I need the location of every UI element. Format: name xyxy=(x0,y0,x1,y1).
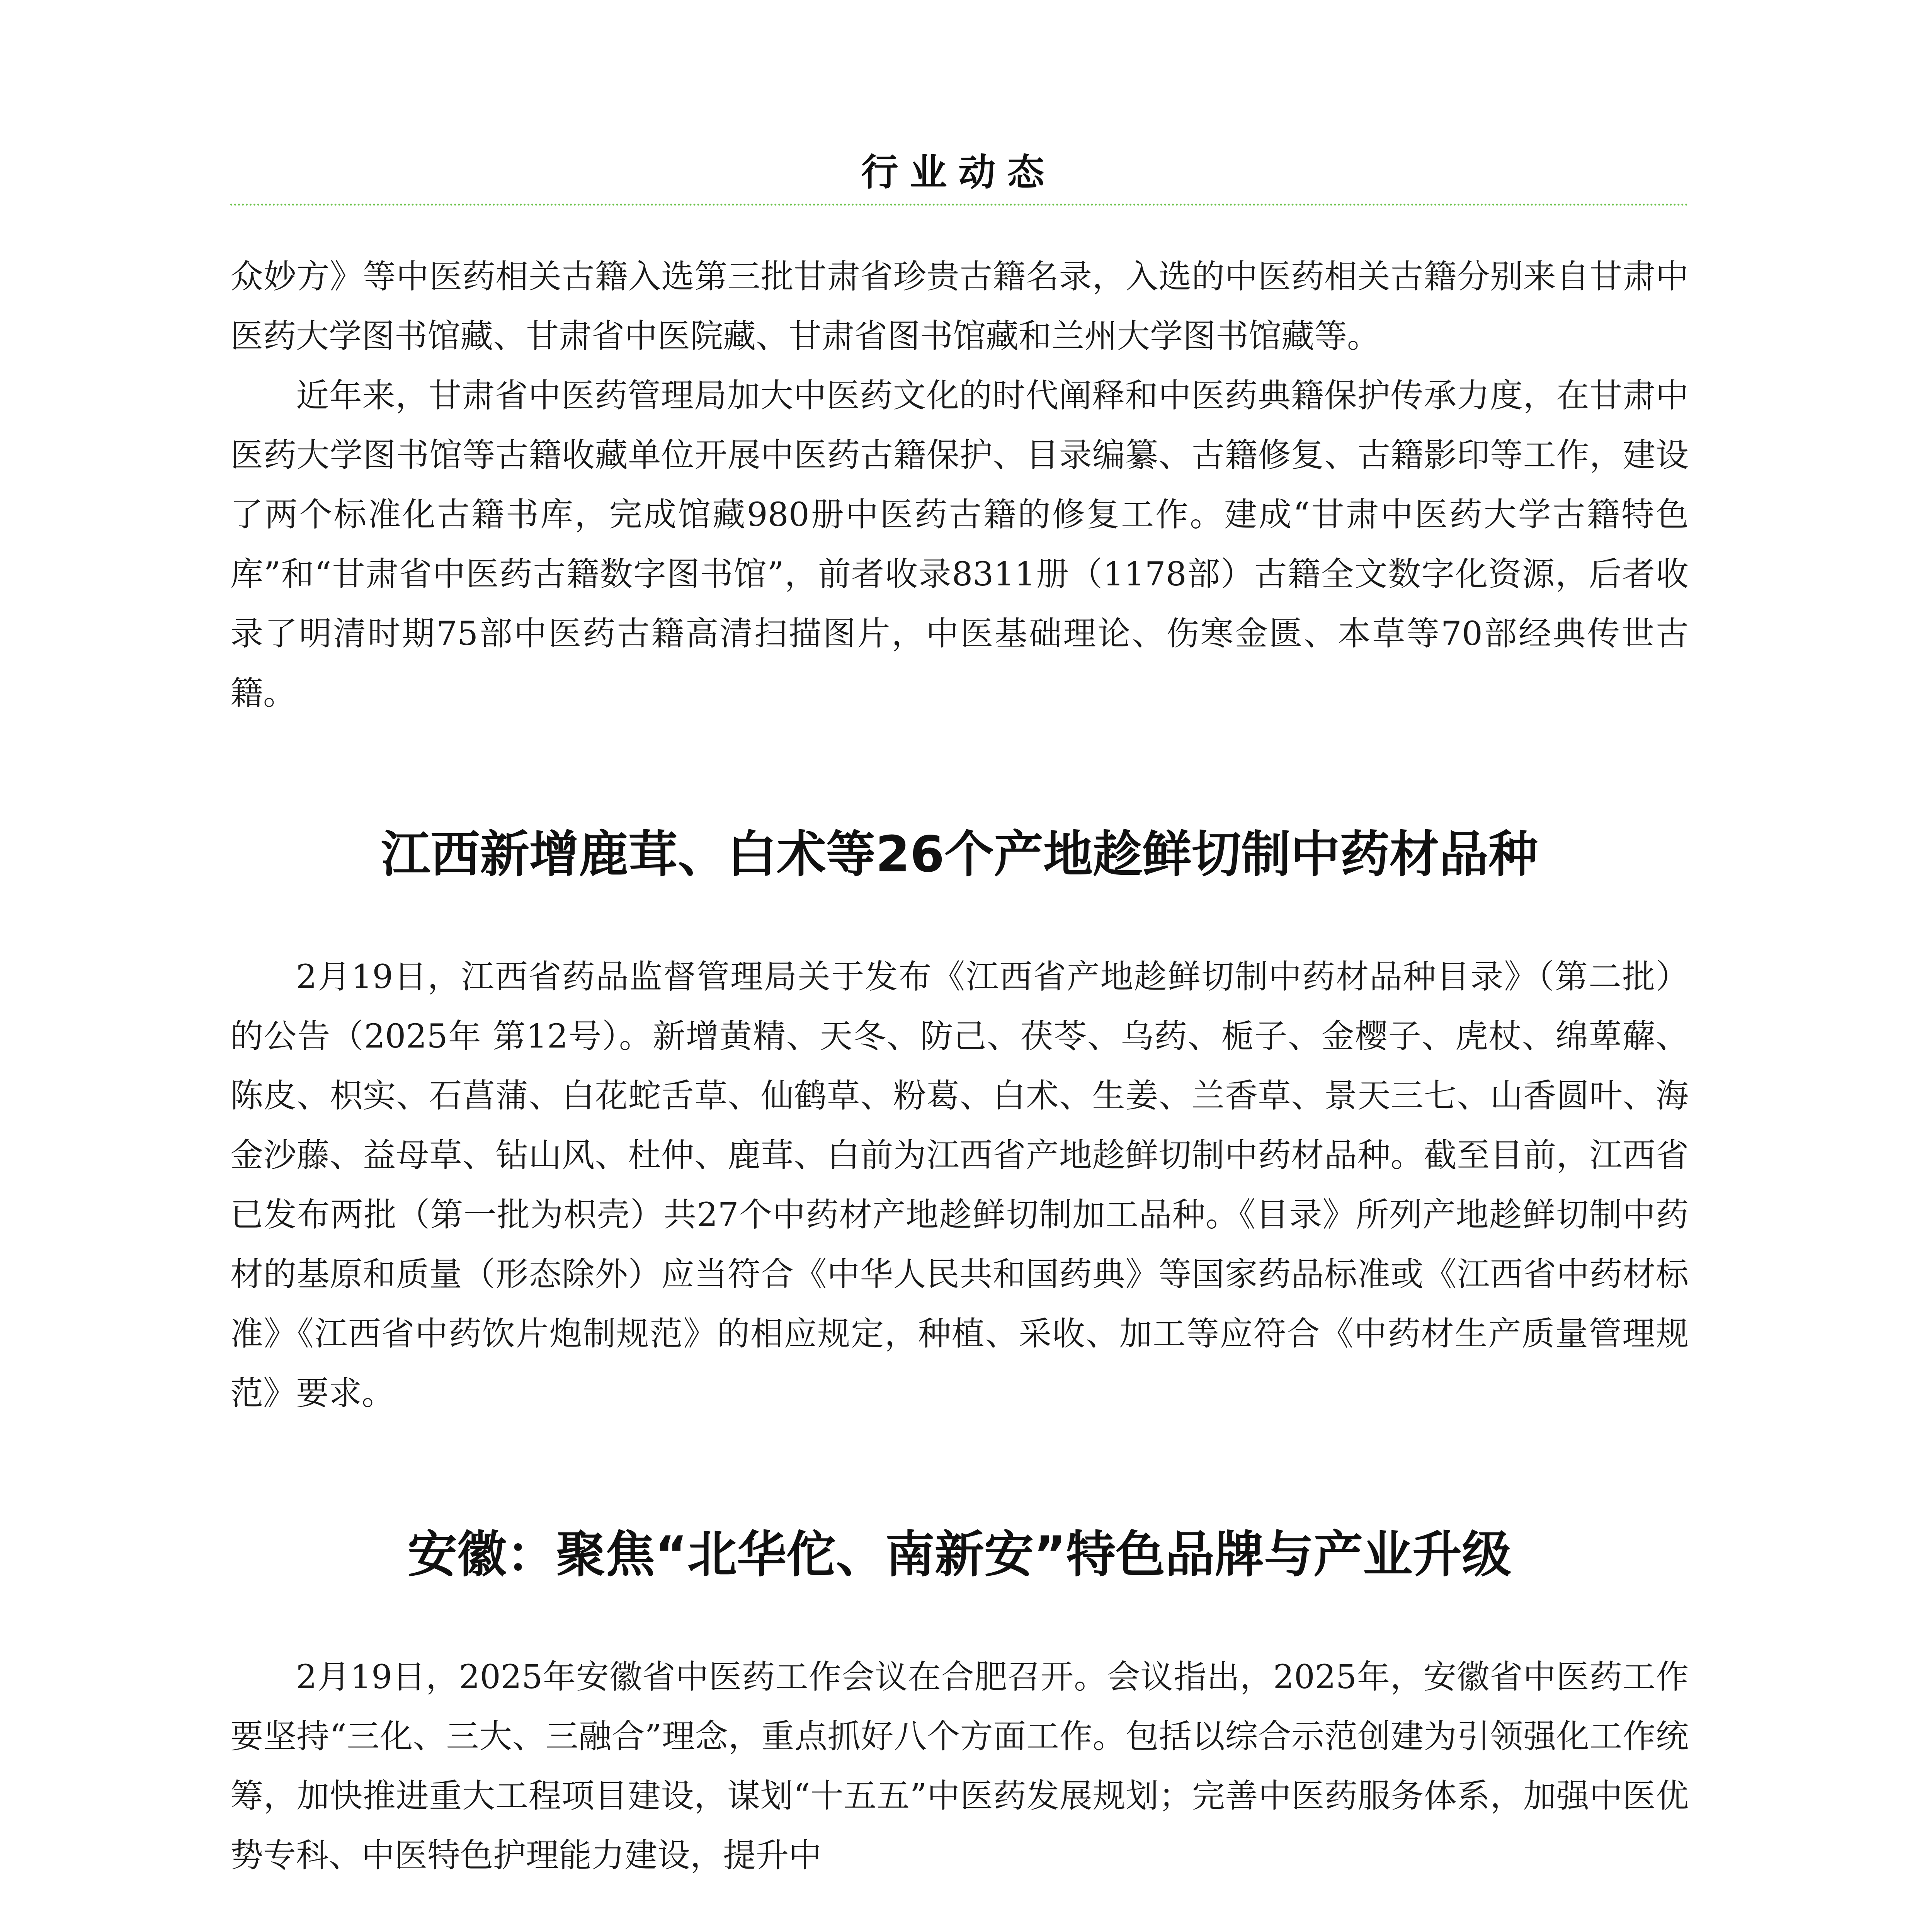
page-content xyxy=(230,247,1689,1886)
gansu-paragraph: 近年来，甘肃省中医药管理局加大中医药文化的时代阐释和中医药典籍保护传承力度，在甘肃中医药大学图书馆等古籍收藏单位开展中医药古籍保护、目录编纂、古籍修复、古籍影印等工作，建设了两个标准化古籍书库，完成馆藏980册中医药古籍的修复工作。建成“甘肃中医药大学古籍特色库”和“甘肃省中医药古籍数字图书馆”，前者收录8311册（1178部）古籍全文数字化资源，后者收录了明清时期75部中医药古籍高清扫描图片，中医基础理论、伤寒金匮、本草等70部经典传世古籍。 xyxy=(230,377,1689,713)
anhui-article-title: 安徽：聚焦“北华佗、南新安”特色品牌与产业升级 xyxy=(407,1526,1512,1583)
anhui-article-body: 2月19日，2025年安徽省中医药工作会议在合肥召开。会议指出，2025年，安徽省中医药工作要坚持“三化、三大、三融合”理念，重点抓好八个方面工作。包括以综合示范创建为引领强化工作统筹，加快推进重大工程项目建设，谋划“十五五”中医药发展规划；完善中医药服务体系，加强中医优势专科、中医特色护理能力建设，提升中 xyxy=(230,1658,1689,1875)
jiangxi-article-title: 江西新增鹿茸、白术等26个产地趁鲜切制中药材品种 xyxy=(381,826,1538,883)
continued-paragraph: 众妙方》等中医药相关古籍入选第三批甘肃省珍贵古籍名录，入选的中医药相关古籍分别来自甘肃中医药大学图书馆藏、甘肃省中医院藏、甘肃省图书馆藏和兰州大学图书馆藏等。 xyxy=(230,258,1689,355)
header-divider xyxy=(230,204,1689,206)
jiangxi-article-body: 2月19日，江西省药品监督管理局关于发布《江西省产地趁鲜切制中药材品种目录》（第二批）的公告（2025年 第12号）。新增黄精、天冬、防己、茯苓、乌药、栀子、金樱子、虎杖、绵萆薢、陈皮、枳实、石菖蒲、白花蛇舌草、仙鹤草、粉葛、白术、生姜、兰香草、景天三七、山香圆叶、海金沙藤、益母草、钻山风、杜仲、鹿茸、白前为江西省产地趁鲜切制中药材品种。截至目前，江西省已发布两批（第一批为枳壳）共27个中药材产地趁鲜切制加工品种。《目录》所列产地趁鲜切制中药材的基原和质量（形态除外）应当符合《中华人民共和国药典》等国家药品标准或《江西省中药材标准》《江西省中药饮片炮制规范》的相应规定，种植、采收、加工等应符合《中药材生产质量管理规范》要求。 xyxy=(230,958,1689,1413)
section-header-title: 行业动态 xyxy=(861,150,1056,194)
